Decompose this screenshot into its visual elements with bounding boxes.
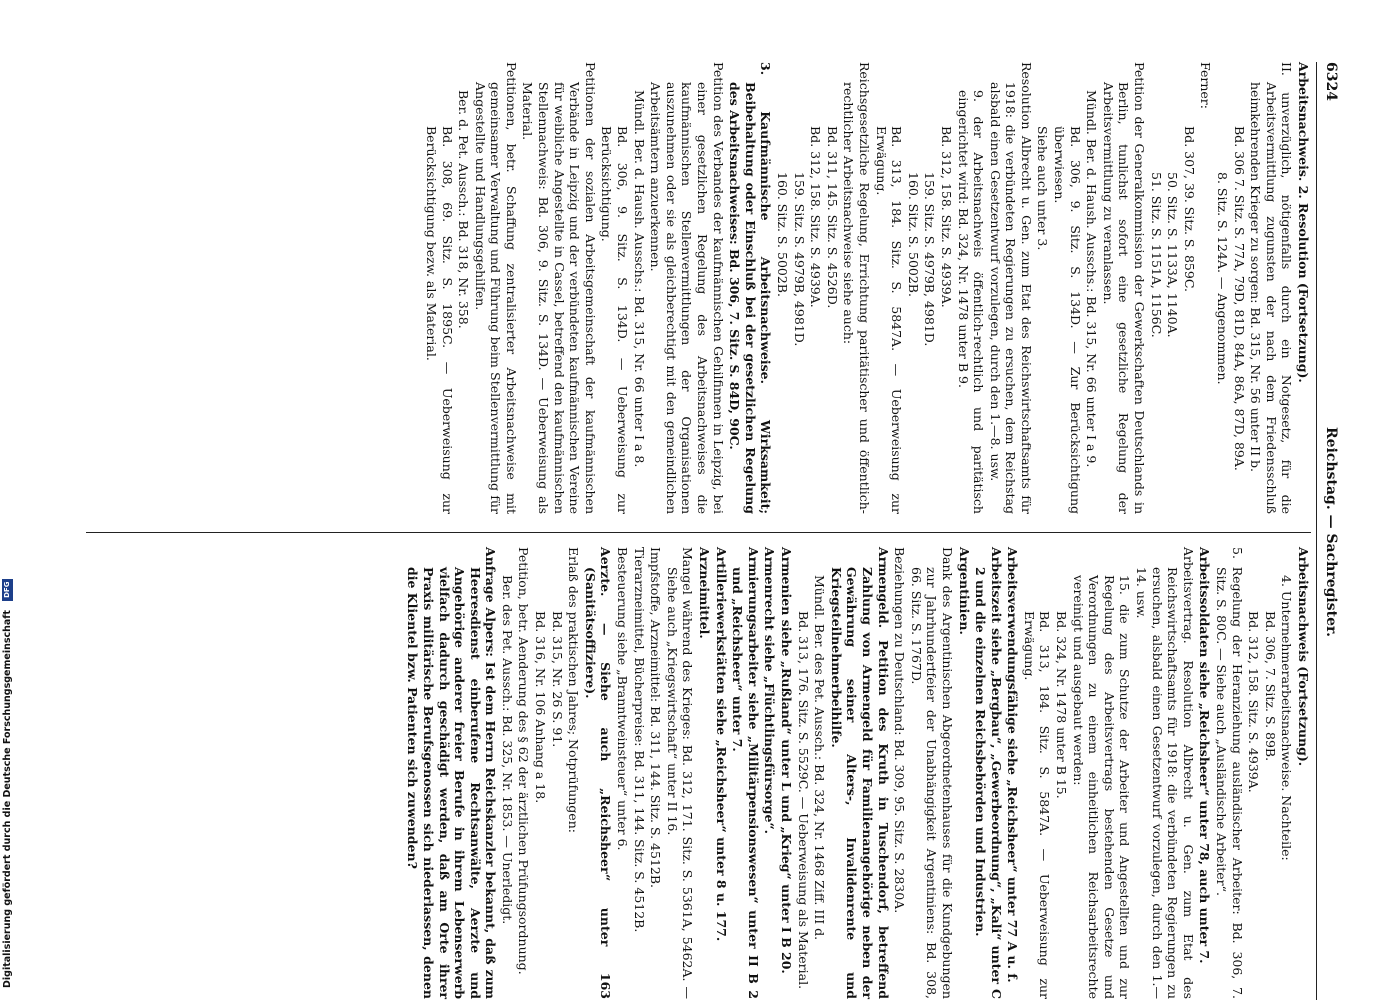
index-entry: Siehe auch unter 3.: [1035, 126, 1051, 251]
index-entry: Arzneimittel.: [697, 547, 713, 639]
index-entry: 15. die zum Schutze der Arbeiter und Angestellten und zur Regelung des Arbeitsvertrags bestehenden Gesetze und Verordnungen zu einem einheitlichen Reichsarbeitsrechte vereinigt und ausgebaut werden:: [1070, 575, 1133, 999]
index-entry: Bd. 313, 176. Sitz. S. 5529C. — Ueberweisung als Material.: [795, 611, 811, 990]
index-entry: II. unverzüglich, nötigenfalls durch ein Notgesetz, für die Arbeitsvermittlung zugunsten der nach dem Friedensschluß heimkehrenden Krieger zu sorgen: Bd. 315, Nr. 56 unter II b.: [1248, 62, 1295, 514]
index-entry: Bd. 306, 7. Sitz. S. 89B.: [1262, 611, 1278, 762]
header-rule: [1316, 62, 1317, 1000]
index-entry: 8. Sitz. S. 124A. — Angenommen.: [1215, 172, 1231, 385]
index-entry: Bd. 315, Nr. 26 S. 91.: [549, 611, 565, 748]
index-entry: Armenien siehe „Rußland“ unter L und „Krieg“ unter I B 20.: [779, 547, 794, 974]
index-entry: Dank des Argentinischen Abgeordnetenhauses für die Kundgebungen zur Jahrhundertfeier der Unabhängigkeit Argentiniens: Bd. 308, 66. Sitz. S. 1767D.: [908, 547, 955, 999]
index-entry: Bd. 307, 39. Sitz. S. 859C.: [1181, 126, 1197, 292]
running-header: [1317, 62, 1341, 1000]
index-entry: Aerzte. — Siehe auch „Reichsheer“ unter 163 (Sanitätsoffiziere).: [582, 547, 614, 999]
index-entry: 4. Unternehmerarbeitsnachweise. Nachteile:: [1279, 575, 1295, 861]
running-title: Reichstag. — Sachregister.: [1323, 427, 1339, 637]
index-entry: Bd. 324, Nr. 1478 unter B 15.: [1054, 611, 1070, 799]
index-entry: Bd. 311, 145. Sitz. S. 4526D.: [824, 126, 840, 309]
index-entry: Arbeitszeit siehe „Bergbau“, „Gewerbeordnung“, „Kali“ unter C 2 und die einzelnen Reichsbehörden und Industrien.: [973, 547, 1004, 999]
index-entry: 159. Sitz. S. 4979B, 4981D.: [791, 172, 807, 347]
index-entry: Arbeitsnachweis. 2. Resolution (Fortsetzung).: [1296, 62, 1311, 383]
index-entry: Bd. 306 7. Sitz. S. 77A, 79D, 81D, 84A, 86A, 87D, 89A.: [1231, 126, 1247, 471]
credit-text: Digitalisierung gefördert durch die Deutsche Forschungsgemeinschaft: [2, 610, 13, 988]
index-entry: Petitionen der sozialen Arbeitsgemeinschaft der kaufmännischen Verbände in Leipzig und der verbündeten kaufmännischen Vereine für weibliche Angestellte in Cassel, betreffend den kaufmännischen Stellennachweis: Bd. 306, 9. Sitz. S. 134D. — Ueberweisung als Material.: [520, 62, 598, 514]
index-entry: Bd. 306, 9. Sitz. S. 134D. — Zur Berücksichtigung überwiesen.: [1052, 126, 1083, 514]
index-entry: 159. Sitz. S. 4979B, 4981D.: [922, 172, 938, 347]
index-entry: Bd. 306, 9. Sitz. S. 134D. — Ueberweisung zur Berücksichtigung.: [599, 126, 631, 514]
index-entry: Mündl. Ber. des Pet. Aussch.: Bd. 324, Nr. 1468 Ziff. III d.: [812, 575, 828, 941]
dfg-logo: DFG: [2, 579, 13, 601]
index-entry: Ber. d. Pet. Aussch.: Bd. 318, Nr. 358.: [456, 90, 472, 329]
index-entry: Bd. 313, 184. Sitz. S. 5847A. — Ueberweisung zur Erwägung.: [1021, 611, 1053, 999]
index-entry: Arbeitsverwendungsfähige siehe „Reichsheer“ unter 77 A u. f.: [1005, 547, 1021, 983]
index-entry: 51. Sitz. S. 1151A, 1156C.: [1148, 172, 1164, 338]
rotated-page-content: [79, 62, 1341, 1000]
index-entry: 50. Sitz. S. 1133A, 1140A.: [1165, 172, 1181, 338]
index-entry: Mündl. Ber. d. Haush. Ausschs.: Bd. 315, Nr. 66 unter I a 8.: [631, 90, 647, 468]
page-number: 6324: [1323, 62, 1339, 101]
index-entry: Mangel während des Krieges: Bd. 312, 171. Sitz. S. 5361A, 5462A. — Siehe auch „Kriegswirtschaft“ unter II 16.: [664, 547, 696, 999]
index-entry: Bd. 312, 158. Sitz. S. 4939A.: [1246, 611, 1262, 793]
column-divider: [86, 532, 1311, 533]
index-entry: Besteuerung siehe „Branntweinsteuer“ unter 6.: [615, 547, 631, 851]
digitization-credit: [2, 0, 14, 988]
index-entry: Anfrage Alpers: Ist dem Herrn Reichskanzler bekannt, daß zum Heeresdienst einberufene Rechtsanwälte, Aerzte und Angehörige anderer freier Berufe in ihrem Lebenserwerb vielfach dadurch geschädigt werden, daß am Orte ihrer Praxis militärische Berufsgenossen sich niederlassen, denen die Klientel bzw. Patienten sich zuwenden?: [405, 547, 499, 999]
index-entry: Mündl. Ber. d. Haush. Ausschs.: Bd. 315, Nr. 66 unter I a 9.: [1084, 90, 1100, 468]
index-entry: Bd. 316, Nr. 106 Anhang a 18.: [533, 611, 549, 804]
left-column: [422, 62, 1311, 514]
index-entry: Bd. 312, 158. Sitz. S. 4939A.: [808, 126, 824, 308]
index-entry: Armierungsarbeiter siehe „Militärpensionswesen“ unter II B 2 und „Reichsheer“ unter 7.: [730, 547, 761, 999]
index-entry: Erlaß des praktischen Jahres; Notprüfungen:: [566, 547, 582, 833]
index-entry: 5. Regelung der Heranziehung ausländischer Arbeiter: Bd. 306, 7. Sitz. S. 80C. — Siehe auch „Ausländische Arbeiter“.: [1214, 547, 1245, 999]
index-entry: Arbeitsvertrag. Resolution Albrecht u. Gen. zum Etat des Reichswirtschaftsamts für 1918: die verbündeten Regierungen zu ersuchen, alsbald einen Gesetzentwurf vorzulegen, durch den 1.—14. usw.: [1134, 547, 1196, 999]
index-entry: Bd. 313, 184. Sitz. S. 5847A. — Ueberweisung zur Erwägung.: [873, 126, 905, 514]
index-entry: Armengeld. Petition des Kruth in Tuschendorf, betreffend Zahlung von Armengeld für Familienangehörige neben der Gewährung seiner Alters-, Invalidenrente und Kriegsteilnehmerbeihilfe.: [828, 547, 891, 999]
index-entry: Artilleriewerkstätten siehe „Reichsheer“ unter 8 u. 177.: [713, 547, 729, 942]
index-entry: Arbeitsnachweis (Fortsetzung).: [1296, 547, 1311, 767]
index-entry: Impfstoffe, Arzneimittel: Bd. 311, 144. Sitz. S. 4512B.: [648, 547, 664, 889]
index-entry: Tierarzneimittel, Bücherpreise: Bd. 311, 144. Sitz. S. 4512B.: [631, 547, 647, 933]
index-entry: Petitionen, betr. Schaffung zentralisierter Arbeitsnachweise mit gemeinsamer Verwaltung und Führung beim Stellenvermittlung für Angestellte und Handlungsgehilfen.: [472, 62, 519, 514]
index-entry: Petition des Verbandes der kaufmännischen Gehilfinnen in Leipzig, bei einer gesetzlichen Regelung des Arbeitsnachweises die kaufmännischen Stellenvermittlungen der Organisationen auszunehmen oder sie als gleichberechtigt mit den gemeindlichen Arbeitsämtern anzuerkennen.: [648, 62, 726, 514]
index-entry: Reichsgesetzliche Regelung, Errichtung paritätischer und öffentlich-rechtlicher Arbeitsnachweise siehe auch:: [841, 62, 872, 514]
index-entry: 160. Sitz. S. 5002B.: [775, 172, 790, 297]
index-entry: Ferner:: [1198, 62, 1214, 109]
index-entry: 3. Kaufmännische Arbeitsnachweise. Wirksamkeit; Beibehaltung oder Einschluß bei der gesetzlichen Regelung des Arbeitsnachweises: Bd. 306, 7. Sitz. S. 84D, 90C.: [727, 62, 774, 514]
index-entry: Ber. des Pet. Aussch.: Bd. 325, Nr. 1853. — Unerledigt.: [499, 575, 515, 925]
index-entry: Bd. 312, 158. Sitz. S. 4939A.: [938, 126, 954, 308]
index-entry: Petition, betr. Aenderung des § 62 der ärztlichen Prüfungsordnung.: [516, 547, 532, 975]
index-entry: Arbeitssoldaten siehe „Reichsheer“ unter 78, auch unter 7.: [1197, 547, 1213, 964]
index-entry: Petition der Generalkommission der Gewerkschaften Deutschlands in Berlin, tunlichst sofort eine gesetzliche Regelung der Arbeitsvermittlung zu veranlassen.: [1100, 62, 1148, 514]
index-entry: 9. der Arbeitsnachweis öffentlich-rechtlich und paritätisch eingerichtet wird: Bd. 324, Nr. 1478 unter B 9.: [955, 90, 987, 514]
index-entry: Argentinien.: [956, 547, 972, 635]
index-entry: Beziehungen zu Deutschland: Bd. 309, 95. Sitz. S. 2830A.: [892, 547, 908, 914]
index-entry: Armenrecht siehe „Flüchtlingsfürsorge“.: [762, 547, 778, 835]
index-entry: 160. Sitz. S. 5002B.: [905, 172, 921, 297]
index-entry: Bd. 308, 69. Sitz. S. 1895C. — Ueberweisung zur Berücksichtigung bezw. als Material.: [423, 126, 455, 514]
right-column: [404, 547, 1311, 999]
index-entry: Resolution Albrecht u. Gen. zum Etat des Reichswirtschaftsamts für 1918: die verbündeten Regierungen zu ersuchen, dem Reichstag alsbald einen Gesetzentwurf vorzulegen, durch den 1.—8. usw.: [987, 62, 1034, 514]
